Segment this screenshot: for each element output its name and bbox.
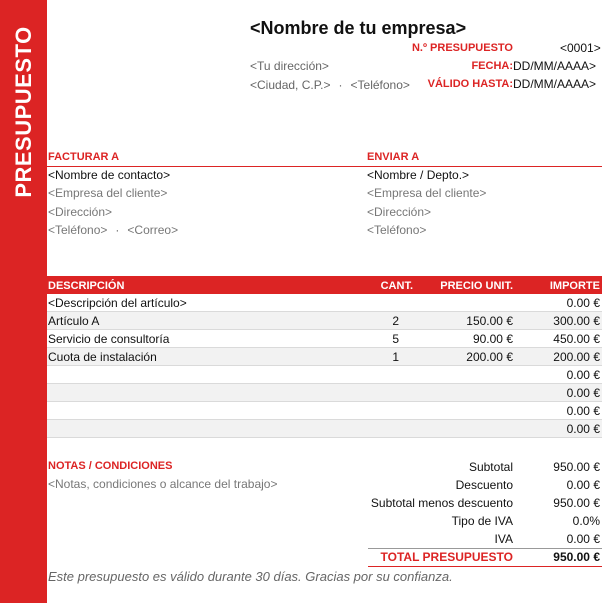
row-unit-price: 90.00 € [472, 332, 513, 346]
row-amount: 300.00 € [553, 314, 600, 328]
row-description: Artículo A [48, 314, 100, 328]
bill-company: <Empresa del cliente> [48, 186, 168, 200]
ship-company: <Empresa del cliente> [367, 186, 487, 200]
company-address: <Tu dirección> [250, 59, 329, 73]
row-amount: 0.00 € [566, 386, 600, 400]
subtotal-value: 950.00 € [553, 460, 600, 474]
row-amount: 0.00 € [566, 404, 600, 418]
row-amount: 200.00 € [553, 350, 600, 364]
table-row [47, 294, 602, 312]
header-amount: IMPORTE [549, 280, 600, 292]
row-amount: 0.00 € [566, 368, 600, 382]
subtotal-label: Subtotal [468, 460, 513, 474]
subtotal-less-discount-label: Subtotal menos descuento [370, 496, 513, 510]
bill-address: <Dirección> [48, 205, 113, 219]
row-description: Servicio de consultoría [48, 332, 170, 346]
total-label: TOTAL PRESUPUESTO [380, 550, 513, 564]
row-amount: 0.00 € [566, 296, 600, 310]
bill-phone: <Teléfono> [48, 223, 108, 237]
table-row [47, 402, 602, 420]
section-divider [47, 166, 602, 167]
table-row [47, 330, 602, 348]
company-city-phone [250, 78, 410, 92]
quote-number-label: N.º PRESUPUESTO [411, 42, 513, 54]
bill-phone-email [48, 223, 178, 237]
bill-to-heading: FACTURAR A [48, 151, 120, 163]
quote-number: <0001> [560, 41, 601, 55]
bill-email: <Correo> [127, 223, 179, 237]
ship-address: <Dirección> [367, 205, 432, 219]
date-label: FECHA: [471, 60, 513, 72]
row-quantity: 2 [392, 314, 399, 328]
subtotal-less-discount-value: 950.00 € [553, 496, 600, 510]
total-value: 950.00 € [553, 550, 600, 564]
total-divider [368, 548, 602, 549]
row-unit-price: 150.00 € [466, 314, 513, 328]
ship-name: <Nombre / Depto.> [367, 168, 470, 182]
valid-until-label: VÁLIDO HASTA: [427, 78, 513, 90]
tax-value: 0.00 € [566, 532, 600, 546]
bill-contact: <Nombre de contacto> [48, 168, 171, 182]
row-quantity: 5 [392, 332, 399, 346]
ship-to-heading: ENVIAR A [367, 151, 420, 163]
document-title: PRESUPUESTO [11, 26, 36, 198]
table-row [47, 312, 602, 330]
separator: · [338, 78, 343, 92]
valid-until-date: DD/MM/AAAA> [513, 77, 597, 91]
items-table-header [47, 276, 602, 294]
discount-value: 0.00 € [566, 478, 600, 492]
header-unit-price: PRECIO UNIT. [440, 280, 513, 292]
table-row [47, 348, 602, 366]
quote-date: DD/MM/AAAA> [513, 59, 597, 73]
header-description: DESCRIPCIÓN [48, 280, 125, 292]
company-name: <Nombre de tu empresa> [250, 18, 467, 38]
row-amount: 0.00 € [566, 422, 600, 436]
footer-note: Este presupuesto es válido durante 30 días. Gracias por su confianza. [48, 569, 453, 584]
ship-phone: <Teléfono> [367, 223, 427, 237]
row-unit-price: 200.00 € [466, 350, 513, 364]
total-underline [368, 566, 602, 567]
row-description: <Descripción del artículo> [48, 296, 187, 310]
separator: · [115, 223, 120, 237]
tax-rate-value: 0.0% [572, 514, 600, 528]
table-row [47, 420, 602, 438]
row-quantity: 1 [392, 350, 399, 364]
sidebar-band [0, 0, 47, 603]
row-amount: 450.00 € [553, 332, 600, 346]
tax-label: IVA [494, 532, 513, 546]
notes-text: <Notas, condiciones o alcance del trabajo> [48, 477, 278, 491]
tax-rate-label: Tipo de IVA [451, 514, 513, 528]
discount-label: Descuento [455, 478, 513, 492]
table-row [47, 384, 602, 402]
notes-heading: NOTAS / CONDICIONES [48, 460, 173, 472]
company-phone: <Teléfono> [350, 78, 410, 92]
company-city: <Ciudad, C.P.> [250, 78, 331, 92]
row-description: Cuota de instalación [48, 350, 157, 364]
table-row [47, 366, 602, 384]
header-quantity: CANT. [380, 280, 413, 292]
